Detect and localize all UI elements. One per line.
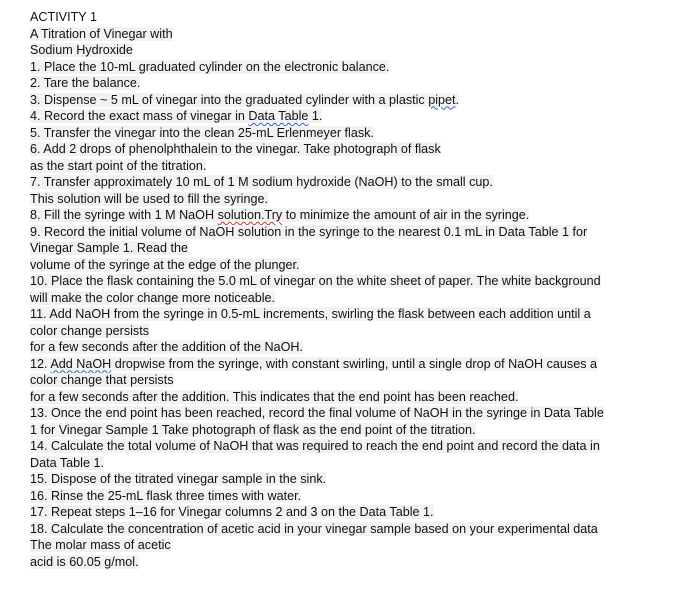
document-line xyxy=(30,306,670,323)
document-line-text: 8. Fill the syringe with 1 M NaOH solution.Try to minimize the amount of air in the syringe. xyxy=(30,208,530,222)
document-line xyxy=(30,405,670,422)
spellcheck-marked-word: solution.Try xyxy=(217,208,283,222)
document-line-text: A Titration of Vinegar with xyxy=(30,26,173,41)
document-line xyxy=(30,42,670,59)
document-line xyxy=(30,59,670,76)
document-line-text: The molar mass of acetic xyxy=(30,538,171,552)
document-line-text: will make the color change more noticeable. xyxy=(30,290,276,305)
document-line-text: 14. Calculate the total volume of NaOH that was required to reach the end point and record the data in xyxy=(30,439,600,453)
document-line-text: Sodium Hydroxide xyxy=(30,43,133,57)
document-line-text: 7. Transfer approximately 10 mL of 1 M sodium hydroxide (NaOH) to the small cup. xyxy=(30,175,493,189)
document-line xyxy=(30,158,670,175)
document-line-text: 4. Record the exact mass of vinegar in Data Table 1. xyxy=(30,109,323,123)
document-line xyxy=(30,537,670,554)
document-line xyxy=(30,554,670,571)
document-line-text: color change that persists xyxy=(30,373,174,387)
document-line-text: for a few seconds after the addition of the NaOH. xyxy=(30,340,304,354)
document-line-text: 17. Repeat steps 1–16 for Vinegar columns 2 and 3 on the Data Table 1. xyxy=(30,505,434,519)
document-line-text: 11. Add NaOH from the syringe in 0.5-mL increments, swirling the flask between each addition until a xyxy=(30,307,591,321)
document-line xyxy=(30,273,670,290)
document-line xyxy=(30,471,670,488)
document-line-text: 9. Record the initial volume of NaOH solution in the syringe to the nearest 0.1 mL in Data Table 1 for xyxy=(30,224,588,239)
document-line xyxy=(30,339,670,356)
spellcheck-marked-word: Add NaOH xyxy=(50,356,112,371)
document-line-text: 1 for Vinegar Sample 1 Take photograph of flask as the end point of the titration. xyxy=(30,422,476,437)
document-line xyxy=(30,26,670,43)
document-line-text: 13. Once the end point has been reached, record the final volume of NaOH in the syringe in Data Table xyxy=(30,406,604,420)
document-line-text: 1. Place the 10-mL graduated cylinder on the electronic balance. xyxy=(30,59,390,74)
spellcheck-marked-word: Data Table xyxy=(248,109,309,123)
activity-document xyxy=(30,9,670,570)
document-line-text: for a few seconds after the addition. This indicates that the end point has been reached. xyxy=(30,389,519,404)
document-line xyxy=(30,191,670,208)
document-line-text: Data Table 1. xyxy=(30,455,104,470)
document-line xyxy=(30,356,670,373)
document-line xyxy=(30,372,670,389)
document-line xyxy=(30,125,670,142)
document-line-text: as the start point of the titration. xyxy=(30,158,207,173)
activity-heading xyxy=(30,9,670,26)
document-line xyxy=(30,240,670,257)
document-line xyxy=(30,207,670,224)
document-line-text: 16. Rinse the 25-mL flask three times with water. xyxy=(30,488,302,503)
document-line xyxy=(30,92,670,109)
document-line-text: 5. Transfer the vinegar into the clean 25-mL Erlenmeyer flask. xyxy=(30,125,374,140)
document-line-text: 2. Tare the balance. xyxy=(30,76,141,90)
document-line-text: 3. Dispense ~ 5 mL of vinegar into the graduated cylinder with a plastic pipet. xyxy=(30,92,460,107)
document-line xyxy=(30,422,670,439)
document-line-text: acid is 60.05 g/mol. xyxy=(30,554,139,569)
document-line xyxy=(30,323,670,340)
document-line-text: 18. Calculate the concentration of acetic acid in your vinegar sample based on your experimental data xyxy=(30,521,598,536)
document-line-text: ACTIVITY 1 xyxy=(30,10,97,24)
document-line xyxy=(30,504,670,521)
document-line xyxy=(30,257,670,274)
document-line-text: 10. Place the flask containing the 5.0 mL of vinegar on the white sheet of paper. The white background xyxy=(30,274,601,288)
document-line xyxy=(30,389,670,406)
document-line-text: 15. Dispose of the titrated vinegar sample in the sink. xyxy=(30,472,327,486)
document-line xyxy=(30,224,670,241)
document-line-text: 6. Add 2 drops of phenolphthalein to the vinegar. Take photograph of flask xyxy=(30,142,441,156)
document-line-text: This solution will be used to fill the syringe. xyxy=(30,191,268,206)
document-line xyxy=(30,141,670,158)
document-line xyxy=(30,108,670,125)
document-line-text: Vinegar Sample 1. Read the xyxy=(30,241,188,255)
document-line xyxy=(30,438,670,455)
document-line xyxy=(30,174,670,191)
document-line-text: volume of the syringe at the edge of the plunger. xyxy=(30,257,300,272)
spellcheck-marked-word: pipet xyxy=(428,92,456,107)
document-line xyxy=(30,290,670,307)
document-line xyxy=(30,521,670,538)
document-line xyxy=(30,488,670,505)
document-line xyxy=(30,455,670,472)
document-line xyxy=(30,75,670,92)
document-line-text: 12. Add NaOH dropwise from the syringe, with constant swirling, until a single drop of NaOH causes a xyxy=(30,356,598,371)
document-line-text: color change persists xyxy=(30,323,150,338)
